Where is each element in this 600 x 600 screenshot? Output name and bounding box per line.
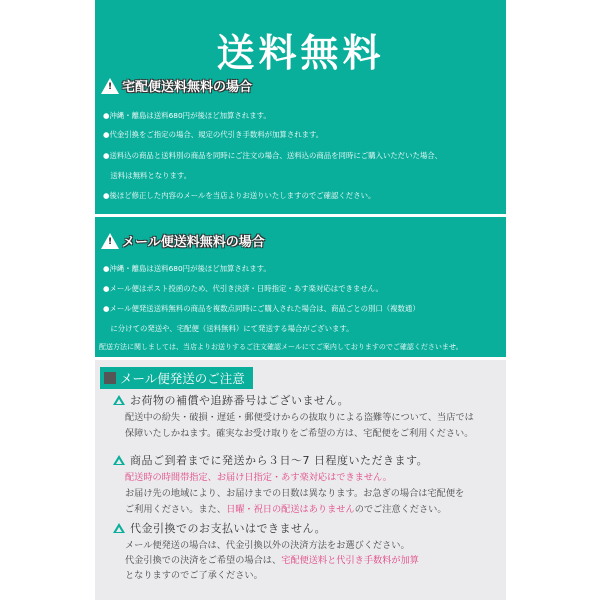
mailbin-line: ●メール便発送送料無料の商品を複数点同時にご購入された場合は、商品ごとの別口（複数通） — [103, 304, 420, 313]
notice-item-body: 配送中の紛失・破損・遅延・郵便受けからの抜取りによる盗難等について、当店では — [125, 412, 474, 423]
notice-item-body: となりますのでご了承ください。 — [125, 570, 263, 581]
notice-item-body: のでご注意ください。 — [354, 504, 447, 515]
notice-item-body: お届け先の地域により、お届けまでの日数は異なります。お急ぎの場合は宅配便を — [125, 488, 465, 499]
notice-item-body: 代金引換での決済をご希望の場合は、 — [125, 555, 282, 566]
warning-icon: ! — [101, 233, 119, 249]
notice-item-body: ご利用ください。また、 — [125, 504, 227, 515]
takuhaibin-line: ●代金引換をご指定の場合、規定の代引き手数料が加算されます。 — [103, 130, 324, 139]
mailbin-free-shipping-panel — [95, 217, 506, 357]
takuhaibin-line: ●沖縄・離島は送料680円が後ほど加算されます。 — [103, 111, 271, 120]
notice-tag — [100, 367, 253, 389]
mailbin-line: ●メール便はポスト投函のため、代引き決済・日時指定・あす楽対応はできません。 — [103, 284, 383, 293]
notice-item-highlight: 日曜・祝日の配送はありません — [226, 504, 355, 515]
notice-item-heading: 商品ご到着までに発送から３日～7 日程度いただきます。 — [130, 454, 429, 467]
mailbin-heading — [101, 231, 265, 250]
notice-item — [113, 520, 500, 583]
warning-icon: ! — [101, 78, 119, 94]
page-title: 送料無料 — [216, 31, 385, 75]
notice-item-body: メール便発送の場合は、代金引換以外の決済方法をお選びください。 — [125, 540, 410, 551]
mailbin-line: に分けての発送や、宅配便（送料無料）にて発送する場合がございます。 — [103, 324, 354, 333]
notice-item — [113, 452, 500, 518]
takuhaibin-free-shipping-panel — [95, 0, 506, 214]
notice-item-heading: 代金引換でのお支払いはできません。 — [130, 522, 327, 535]
mailbin-note: 配送方法に関しましては、当店よりお送りするご注文確認メールにてご案内しておりますのでご確認くださいませ。 — [99, 343, 463, 351]
notice-item-highlight: 宅配便送料と代引き手数料が加算 — [281, 555, 419, 566]
takuhaibin-heading-text: 宅配便送料無料の場合 — [122, 80, 253, 95]
mailbin-line: ●沖縄・離島は送料680円が後ほど加算されます。 — [103, 264, 271, 273]
takuhaibin-heading — [101, 76, 252, 95]
takuhaibin-line: ●後ほど修正した内容のメールを当店よりお送りいたしますのでご確認ください。 — [103, 191, 376, 200]
notice-item — [113, 392, 500, 442]
triangle-icon — [113, 523, 125, 533]
takuhaibin-line: ●送料込の商品と送料別の商品を同時にご注文の場合、送料込の商品を同時にご購入いただいた場合、 — [103, 151, 443, 160]
square-icon — [104, 372, 116, 384]
triangle-icon — [113, 455, 125, 465]
notice-tag-text: メール便発送のご注意 — [120, 371, 245, 386]
triangle-icon — [113, 395, 125, 405]
notice-item-heading: お荷物の補償や追跡番号はございません。 — [130, 394, 350, 407]
mailbin-heading-text: メール便送料無料の場合 — [122, 235, 265, 250]
notice-item-body: 保障いたしかねます。確実なお受け取りをご希望の方は、宅配便をご利用ください。 — [125, 428, 474, 439]
takuhaibin-line: 送料は無料となります。 — [103, 171, 192, 180]
mailbin-notice-panel — [95, 360, 506, 600]
notice-item-highlight: 配送時の時間帯指定、お届け日指定・あす楽対応はできません。 — [125, 472, 392, 483]
